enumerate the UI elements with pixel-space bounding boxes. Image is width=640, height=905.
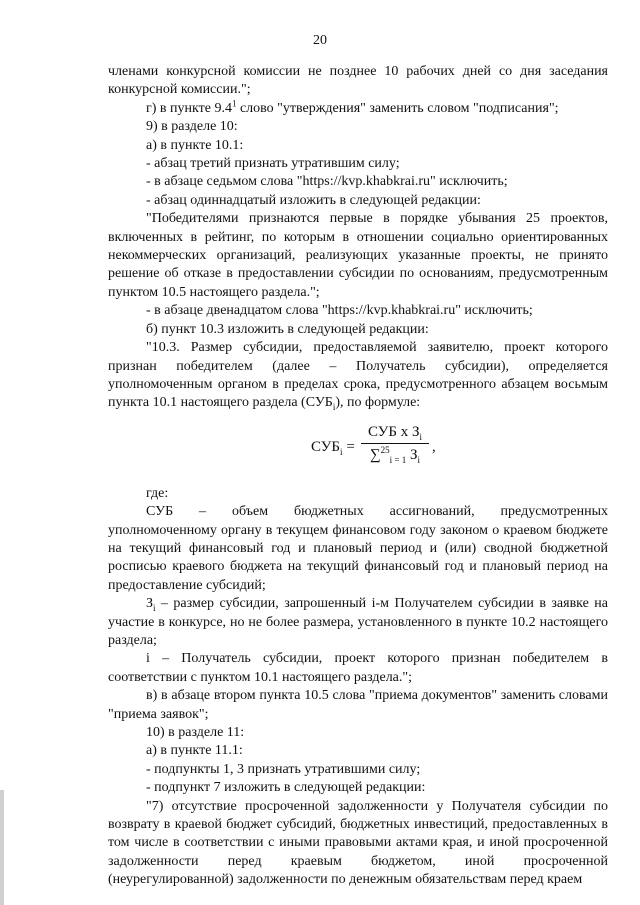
subscript: i (332, 402, 336, 413)
formula-comma: , (432, 438, 436, 455)
formula-fraction (360, 423, 430, 465)
superscript: 1 (231, 98, 237, 109)
formula-lhs-var: СУБ (311, 438, 341, 455)
formula-den-sub: i (417, 455, 421, 466)
text-run: – размер субсидии, запрошенный i-м Получателем субсидии в заявке на участие в конкурсе, но не более размера, установленного в пункте 10.2 настоящего раздела; (108, 596, 608, 648)
formula-den-var: З (410, 447, 418, 464)
formula-num-sub: i (419, 431, 423, 442)
formula-equals: = (342, 438, 355, 455)
paragraph: а) в пункте 10.1: (146, 137, 244, 153)
section-heading: 10) в разделе 11: (146, 725, 245, 740)
list-item: - подпункт 7 изложить в следующей редакции: (146, 780, 426, 796)
list-item: - абзац одиннадцатый изложить в следующей редакции: (146, 192, 481, 208)
section-heading: 9) в разделе 10: (146, 119, 238, 135)
sigma-upper: 25 (380, 445, 390, 456)
paragraph: в) в абзаце втором пункта 10.5 слова "приема документов" заменить словами "приема заявок"; (108, 688, 608, 722)
subscript: i (153, 602, 156, 613)
paragraph: б) пункт 10.3 изложить в следующей редакции: (146, 321, 429, 337)
quoted-paragraph: "7) отсутствие просроченной задолженности у Получателя субсидии по возврату в краевой бюджет субсидий, бюджетных инвестиций, предоставленных в том числе в соответствии с иными правовыми актами края, и иной просроченной задолженности перед краевым бюджетом, иной просроченной (неурегулированной) задолженности по денежным обязательствам перед краем (108, 798, 608, 888)
paragraph: где: (146, 485, 169, 501)
text-run: г) в пункте 9.4 (146, 100, 232, 116)
formula-numerator (360, 423, 430, 443)
document-body (108, 63, 608, 890)
quoted-paragraph: "Победителями признаются первые в порядке убывания 25 проектов, включенных в рейтинг, по которым в отношении социально ориентированных некоммерческих организаций, реализующих указанные проекты, не принято решение об отказе в предоставлении субсидии по основаниям, предусмотренным пунктом 10.5 настоящего раздела."; (108, 211, 608, 300)
paragraph (108, 100, 608, 118)
definition: i – Получатель субсидии, проект которого признан победителем в соответствии с пунктом 10.1 настоящего раздела."; (108, 651, 608, 685)
formula-num-text: СУБ х З (367, 423, 420, 440)
text-run: З (146, 596, 154, 612)
paragraph: членами конкурсной комиссии не позднее 10 рабочих дней со дня заседания конкурсной комиссии."; (108, 64, 608, 98)
quoted-paragraph (108, 339, 608, 413)
list-item: - в абзаце седьмом слова "https://kvp.khabkrai.ru" исключить; (146, 174, 508, 190)
formula-lhs-sub: i (340, 446, 343, 457)
scan-edge (0, 790, 4, 905)
definition: СУБ – объем бюджетных ассигнований, предусмотренных уполномоченному органу в текущем финансовом году законом о краевом бюджете на текущий финансовый год и плановый период и (или) сводной бюджетной росписью краевого бюджета на текущий финансовый год и плановый период на предоставление субсидий; (108, 504, 608, 593)
text-run: ), по формуле: (335, 395, 421, 411)
sigma-symbol: ∑ (369, 447, 381, 464)
definition (108, 595, 608, 650)
list-item: - в абзаце двенадцатом слова "https://kvp.khabkrai.ru" исключить; (146, 303, 533, 319)
paragraph: а) в пункте 11.1: (146, 743, 243, 759)
formula (108, 417, 608, 479)
list-item: - подпункты 1, 3 признать утратившими силу; (146, 761, 421, 777)
formula-lhs (311, 438, 355, 456)
text-run: "10.3. Размер субсидии, предоставляемой заявителю, проект которого признан победителем (далее – Получатель субсидии), определяется уполномоченным органом в пределах срока, предусмотренного абзацем восьмым пункта 10.1 настоящего раздела (СУБ (108, 340, 608, 411)
list-item: - абзац третий признать утратившим силу; (146, 156, 400, 172)
formula-denominator (360, 444, 430, 464)
text-run: слово "утверждения" заменить словом "подписания"; (236, 100, 559, 116)
page-number: 20 (313, 33, 327, 48)
sigma-lower: i = 1 (389, 455, 407, 466)
